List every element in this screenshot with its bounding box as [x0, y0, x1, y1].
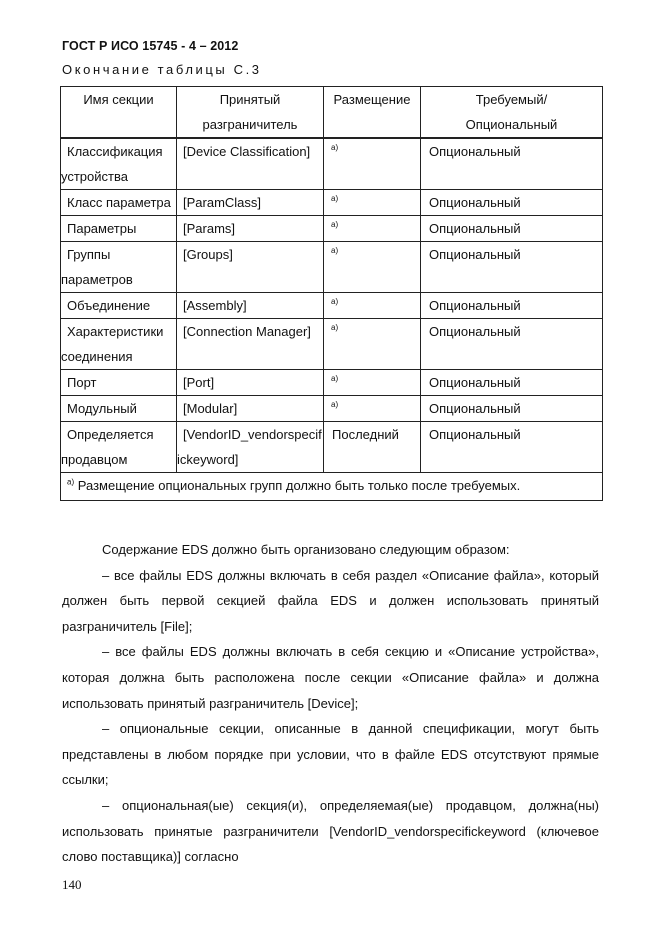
cell-placement: a) [324, 370, 421, 396]
cell-section-name: Порт [61, 370, 177, 396]
cell-delimiter: [Modular] [177, 396, 324, 422]
column-header-section-name: Имя секции [61, 87, 177, 139]
table-footnote-row [61, 473, 603, 501]
table-row [61, 319, 603, 370]
page-number: 140 [62, 877, 82, 892]
table-row [61, 396, 603, 422]
cell-section-name: Объединение [61, 293, 177, 319]
cell-required: Опциональный [421, 138, 603, 190]
cell-placement: Последний [324, 422, 421, 473]
list-item: – опциональная(ые) секция(и), определяемая(ые) продавцом, должна(ны) использовать принятые разграничители [VendorID_vendorspecifickeyword (ключевое слово поставщика)] согласно [62, 797, 599, 865]
cell-section-name: Модульный [61, 396, 177, 422]
table-row [61, 138, 603, 190]
column-header-required-optional: Требуемый/ Опциональный [421, 87, 603, 139]
cell-placement: a) [324, 138, 421, 190]
table-row [61, 370, 603, 396]
footnote-text: Размещение опциональных групп должно быть только после требуемых. [77, 478, 521, 493]
cell-delimiter: [Connection Manager] [177, 319, 324, 370]
table-row [61, 190, 603, 216]
cell-placement: a) [324, 293, 421, 319]
list-item: – опциональные секции, описанные в данной спецификации, могут быть представлены в любом порядке при условии, что в файле EDS отсутствуют прямые ссылки; [62, 721, 599, 788]
column-header-placement: Размещение [324, 87, 421, 139]
delimiters-table [60, 86, 603, 501]
table-footnote [61, 473, 603, 501]
table-caption: Окончание таблицы С.3 [62, 62, 262, 77]
list-item: – все файлы EDS должны включать в себя секцию и «Описание устройства», которая должна быть расположена после секции «Описание файла» и должна использовать принятый разграничитель [Device]; [62, 644, 599, 711]
table-row [61, 242, 603, 293]
cell-required: Опциональный [421, 293, 603, 319]
cell-delimiter: [ParamClass] [177, 190, 324, 216]
cell-placement: a) [324, 396, 421, 422]
list-item: – все файлы EDS должны включать в себя раздел «Описание файла», который должен быть первой секцией файла EDS и должен использовать принятый разграничитель [File]; [62, 567, 599, 634]
footnote-mark: а) [67, 477, 75, 487]
column-header-delimiter: Принятый разграничитель [177, 87, 324, 139]
cell-placement: a) [324, 190, 421, 216]
cell-delimiter: [Assembly] [177, 293, 324, 319]
cell-section-name: Характеристики соединения [61, 319, 177, 370]
cell-required: Опциональный [421, 370, 603, 396]
cell-delimiter: [VendorID_vendorspecifickeyword] [177, 422, 324, 473]
intro-paragraph: Содержание EDS должно быть организовано следующим образом: [102, 542, 510, 557]
cell-delimiter: [Device Classification] [177, 138, 324, 190]
cell-section-name: Класс параметра [61, 190, 177, 216]
cell-required: Опциональный [421, 319, 603, 370]
cell-delimiter: [Params] [177, 216, 324, 242]
cell-required: Опциональный [421, 190, 603, 216]
table-row [61, 216, 603, 242]
cell-required: Опциональный [421, 242, 603, 293]
cell-section-name: Параметры [61, 216, 177, 242]
cell-placement: a) [324, 242, 421, 293]
cell-required: Опциональный [421, 422, 603, 473]
cell-section-name: Группы параметров [61, 242, 177, 293]
cell-placement: a) [324, 216, 421, 242]
table-row [61, 293, 603, 319]
cell-placement: a) [324, 319, 421, 370]
document-code: ГОСТ Р ИСО 15745 - 4 – 2012 [62, 39, 239, 53]
body-text [62, 537, 599, 870]
cell-delimiter: [Port] [177, 370, 324, 396]
cell-section-name: Определяется продавцом [61, 422, 177, 473]
cell-required: Опциональный [421, 216, 603, 242]
cell-section-name: Классификация устройства [61, 138, 177, 190]
cell-required: Опциональный [421, 396, 603, 422]
table-row [61, 422, 603, 473]
cell-delimiter: [Groups] [177, 242, 324, 293]
table-header-row [61, 87, 603, 139]
